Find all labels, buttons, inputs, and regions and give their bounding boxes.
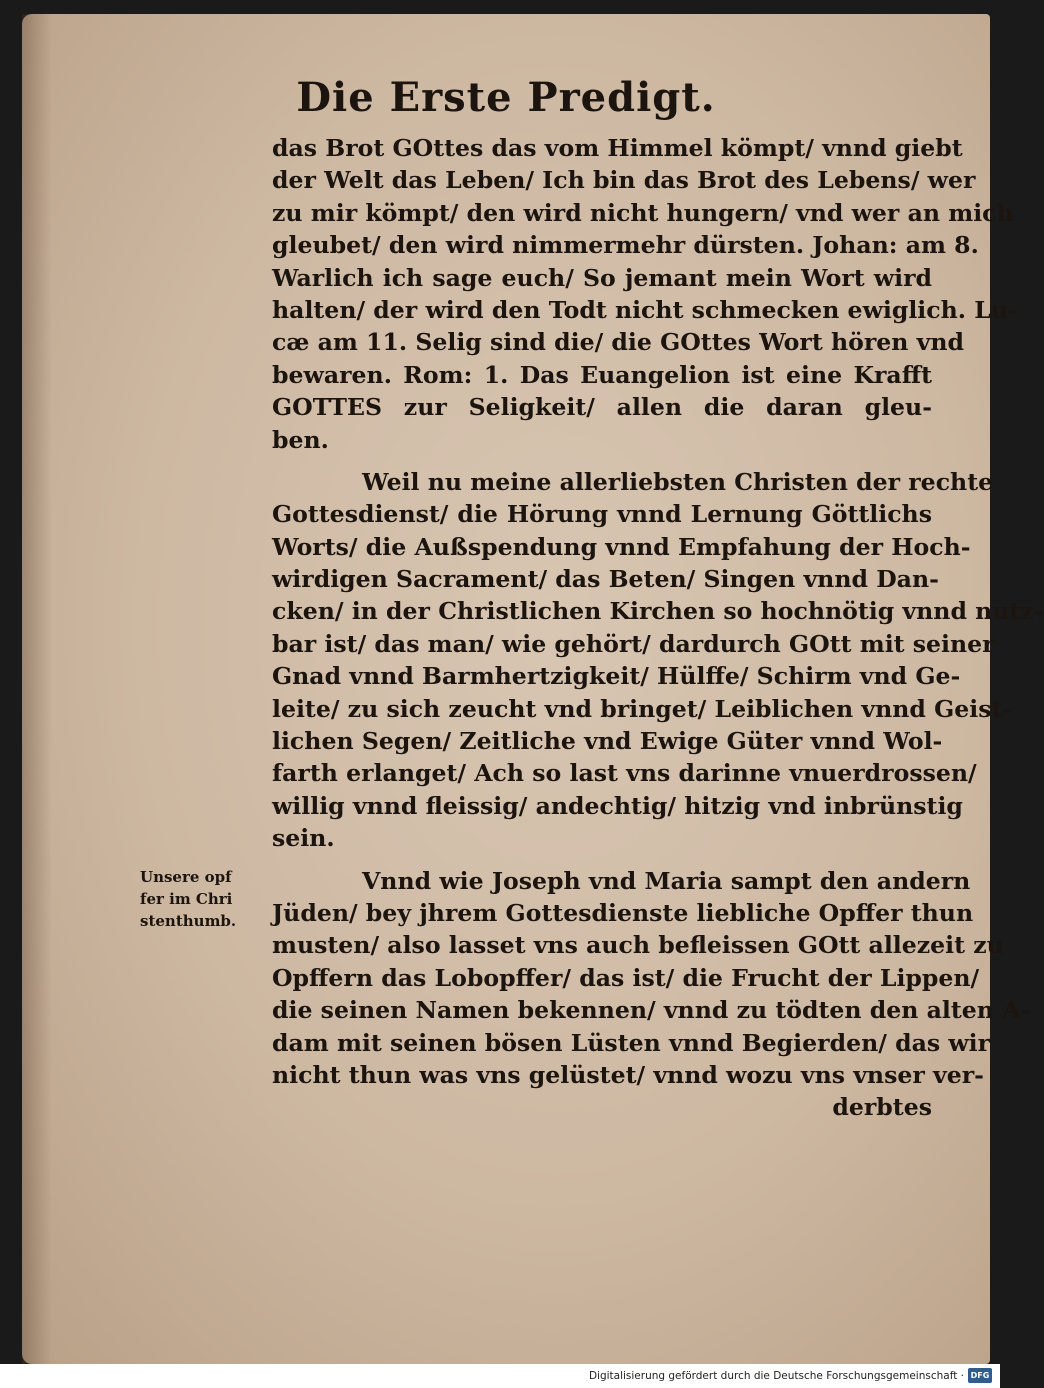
text-line: halten/ der wird den Todt nicht schmecken ewiglich. Lu- bbox=[272, 295, 1018, 324]
page-gutter-shadow bbox=[22, 14, 52, 1364]
funding-credit: Digitalisierung gefördert durch die Deutsche Forschungsgemeinschaft · bbox=[588, 1370, 964, 1382]
text-line: cæ am 11. Selig sind die/ die GOttes Wort hören vnd bbox=[272, 328, 965, 357]
text-line: sein. bbox=[272, 824, 335, 853]
text-line: Gnad vnnd Barmhertzigkeit/ Hülffe/ Schirm vnd Ge- bbox=[272, 662, 961, 691]
marginal-note bbox=[140, 866, 285, 932]
paragraph-gap bbox=[272, 456, 932, 466]
text-line: cken/ in der Christlichen Kirchen so hochnötig vnnd nutz- bbox=[272, 597, 1044, 626]
text-line: Jüden/ bey jhrem Gottesdienste liebliche Opffer thun bbox=[272, 898, 974, 927]
text-line: Warlich ich sage euch/ So jemant mein Wort wird bbox=[272, 263, 932, 292]
text-line: musten/ also lasset vns auch befleissen GOtt allezeit zu bbox=[272, 931, 1004, 960]
marginal-note-line: Unsere opf bbox=[140, 868, 232, 886]
text-line: ben. bbox=[272, 425, 329, 454]
text-line: farth erlanget/ Ach so last vns darinne vnuerdrossen/ bbox=[272, 759, 977, 788]
marginal-note-line: stenthumb. bbox=[140, 912, 237, 930]
running-head: Die Erste Predigt. bbox=[296, 74, 716, 121]
text-line: gleubet/ den wird nimmermehr dürsten. Johan: am 8. bbox=[272, 231, 979, 260]
text-line: Weil nu meine allerliebsten Christen der rechte bbox=[362, 467, 994, 496]
text-line: wirdigen Sacrament/ das Beten/ Singen vnnd Dan- bbox=[272, 565, 939, 594]
text-line: bewaren. Rom: 1. Das Euangelion ist eine Krafft bbox=[272, 360, 932, 389]
text-line: dam mit seinen bösen Lüsten vnnd Begierden/ das wir bbox=[272, 1028, 991, 1057]
text-line: der Welt das Leben/ Ich bin das Brot des Lebens/ wer bbox=[272, 166, 976, 195]
text-line: das Brot GOttes das vom Himmel kömpt/ vnnd giebt bbox=[272, 134, 963, 162]
text-line: leite/ zu sich zeucht vnd bringet/ Leiblichen vnnd Geist- bbox=[272, 694, 1013, 723]
text-line: bar ist/ das man/ wie gehört/ dardurch GOtt mit seiner bbox=[272, 629, 995, 658]
dfg-logo: DFG bbox=[968, 1368, 992, 1383]
text-line: Gottesdienst/ die Hörung vnnd Lernung Göttlichs bbox=[272, 500, 932, 529]
paragraph-gap bbox=[272, 855, 932, 865]
footer-bar bbox=[0, 1364, 1000, 1388]
text-line: nicht thun was vns gelüstet/ vnnd wozu vns vnser ver- bbox=[272, 1060, 984, 1089]
text-line: lichen Segen/ Zeitliche vnd Ewige Güter vnnd Wol- bbox=[272, 727, 943, 756]
text-line: zu mir kömpt/ den wird nicht hungern/ vnd wer an mich bbox=[272, 198, 1014, 227]
body-text bbox=[272, 132, 1044, 1124]
text-line: willig vnnd fleissig/ andechtig/ hitzig vnd inbrünstig bbox=[272, 791, 963, 820]
text-line: GOTTES zur Seligkeit/ allen die daran gleu- bbox=[272, 393, 932, 422]
marginal-note-line: fer im Chri bbox=[140, 890, 233, 908]
text-line: Opffern das Lobopffer/ das ist/ die Frucht der Lippen/ bbox=[272, 963, 980, 992]
book-page bbox=[22, 14, 1044, 1364]
text-line: Worts/ die Außspendung vnnd Empfahung der Hoch- bbox=[272, 532, 971, 561]
text-line: die seinen Namen bekennen/ vnnd zu tödten den alten A- bbox=[272, 996, 1031, 1025]
text-line: derbtes bbox=[832, 1093, 932, 1122]
text-line: Vnnd wie Joseph vnd Maria sampt den andern bbox=[362, 866, 971, 895]
